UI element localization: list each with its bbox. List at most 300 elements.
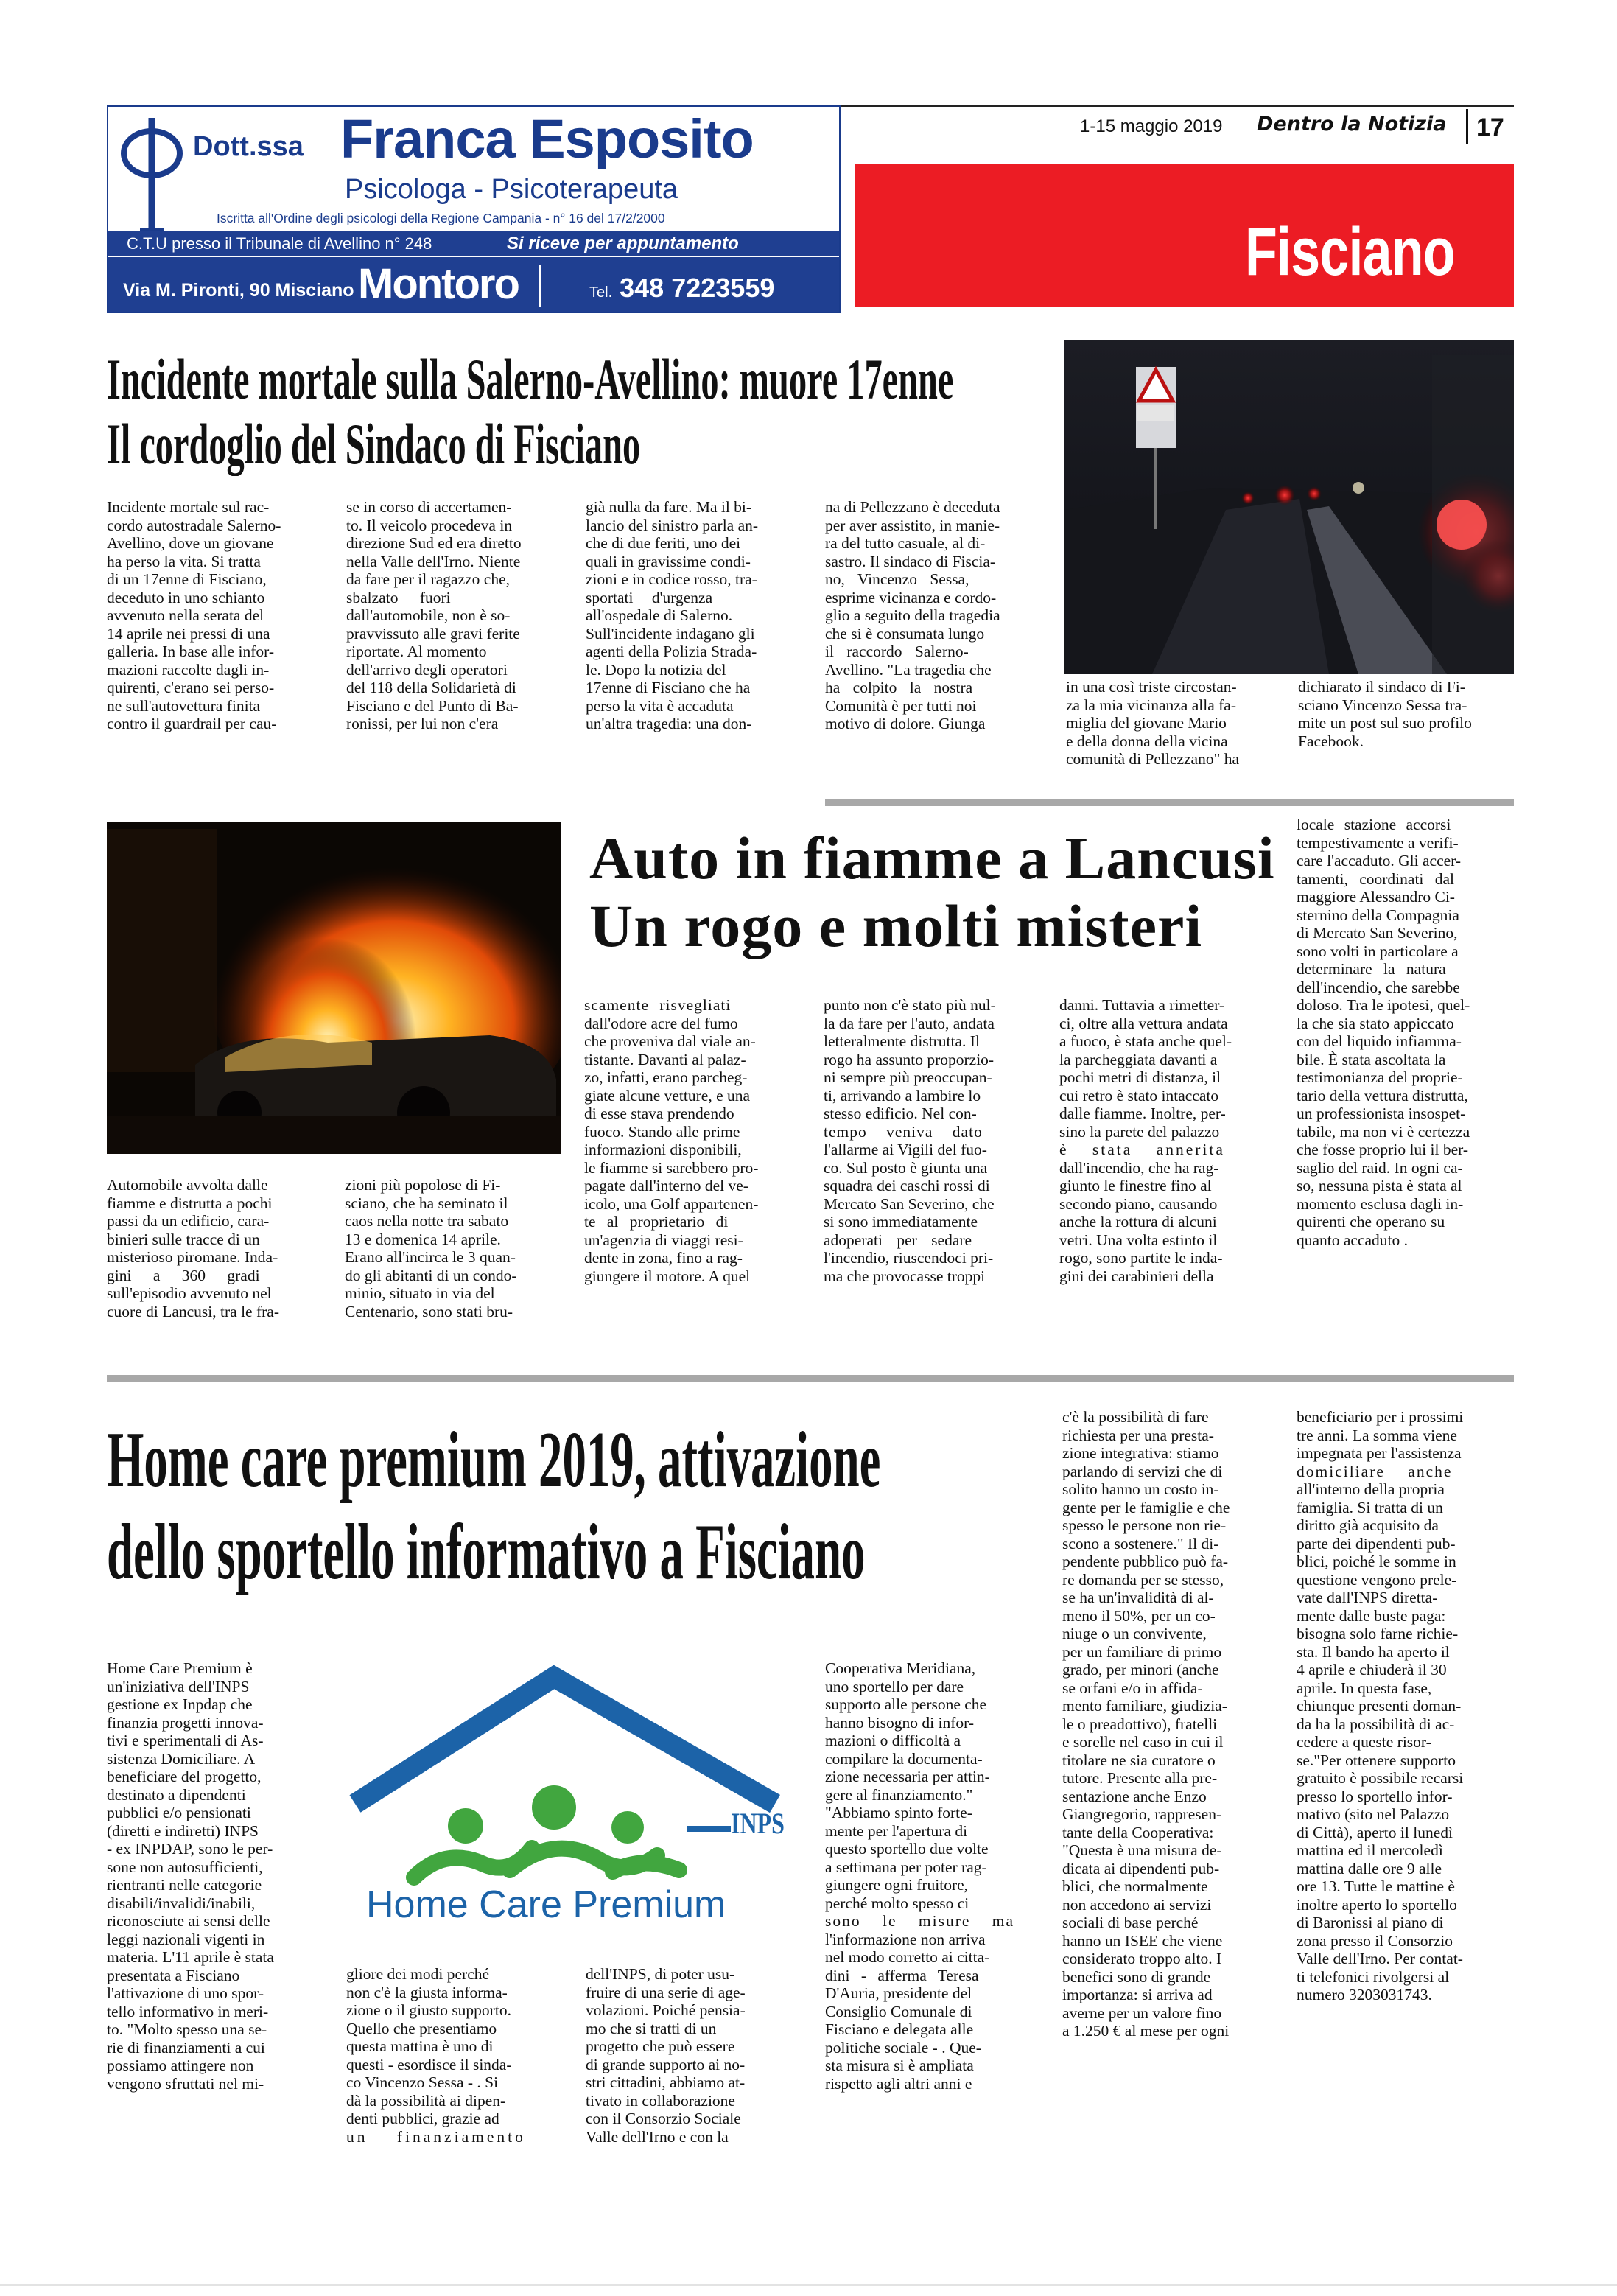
text-line: gestione ex Inpdap che [107,1695,253,1713]
text-line: importanza: si arriva ad [1062,1986,1213,2003]
text-line: to. Il veicolo procedeva in [346,516,513,534]
text-line: sentazione anche Enzo [1062,1787,1207,1805]
text-line: tivi e sperimentali di As- [107,1732,264,1749]
text-line: blici, che normalmente [1062,1877,1208,1895]
text-line: blici, poiché le somme in [1297,1553,1456,1570]
ad-register-note: Iscritta all'Ordine degli psicologi della Regione Campania - n° 16 del 17/2/2000 [217,211,665,225]
text-line: so, nessuna pista è stata al [1297,1177,1462,1194]
text-line: zioni più popolose di Fi- [345,1176,501,1194]
text-line: la che sia stato appiccato [1297,1014,1454,1032]
text-line: diritto già acquisito da [1297,1516,1439,1534]
text-line: 17enne di Fisciano che ha [586,679,751,696]
text-line: per aver assistito, in manie- [825,516,1000,534]
text-line: tre anni. La somma viene [1297,1426,1457,1444]
text-line: secondo piano, causando [1059,1194,1218,1213]
text-line: do gli abitanti di un condo- [345,1266,517,1284]
text-line: adoperati per sedare [824,1231,972,1249]
text-line: pravvissuto alle gravi ferite [346,624,520,643]
text-line: richiesta per una presta- [1062,1426,1214,1444]
text-line: passi da un edificio, cara- [107,1212,270,1230]
text-line: tello informativo in meri- [107,2002,269,2020]
text-line: stesso edificio. Nel con- [824,1105,977,1122]
text-line: ha colpito la nostra [825,679,973,696]
ad-profession: Psicologa - Psicoterapeuta [345,174,678,205]
text-line: giungere ogni fruitore, [825,1876,969,1894]
text-line: di Mercato San Severino, [1297,924,1458,942]
text-line: direzione Sud ed era diretto [346,534,522,552]
text-line: con il Consorzio Sociale [586,2110,741,2127]
text-line: zo, infatti, erano parcheg- [584,1068,748,1086]
text-line: denti pubblici, grazie ad [346,2110,499,2127]
ad-title-prefix: Dott.ssa [193,131,304,162]
text-line: mativo (sito nel Palazzo [1297,1805,1450,1823]
ad-divider [108,256,839,257]
text-line: glio a seguito della tragedia [825,606,1000,624]
text-line: co Vincenzo Sessa - . Si [346,2073,499,2091]
psi-logo-icon [118,111,186,236]
text-line: Consiglio Comunale di [825,2002,972,2020]
text-line: pendente pubblico può fa- [1062,1553,1229,1570]
ad-vertical-divider [539,265,541,307]
text-line: miglia del giovane Mario [1066,714,1227,732]
text-line: quirenti, c'erano sei perso- [107,679,275,696]
text-line: progetto che può essere [586,2037,735,2055]
text-line: che di due feriti, uno dei [586,534,741,552]
text-line: squadra dei caschi rossi di [824,1177,990,1194]
text-line: ha perso la vita. Si tratta [107,552,261,570]
text-line: maggiore Alessandro Ci- [1297,888,1455,906]
text-line: e sorelle nel caso in cui il [1062,1733,1224,1751]
text-line: niuge o un convivente, [1062,1625,1207,1642]
ad-tel-number: 348 7223559 [620,273,775,303]
text-line: lancio del sinistro parla an- [586,516,759,534]
text-line: che fosse proprio lui il ber- [1297,1141,1469,1158]
text-line: parlando di servizi che di [1062,1462,1223,1480]
text-line: famiglia. Si tratta di un [1297,1498,1443,1516]
text-line: supporto alle persone che [825,1695,987,1713]
text-line: ni sempre più preoccupan- [824,1068,992,1086]
text-line: nella Valle dell'Irno. Niente [346,552,521,570]
text-line: gini dei carabinieri della [1059,1267,1214,1285]
article1-column5 [1066,678,1281,769]
text-line: grado, per minori (anche [1062,1661,1219,1679]
text-line: disabili/invalidi/inabili, [107,1894,256,1912]
text-line: tistante. Davanti al palaz- [584,1050,746,1068]
text-line: binieri sulle tracce di un [107,1230,260,1248]
text-line: un'iniziativa dell'INPS [107,1677,250,1695]
text-line: il raccordo Salerno- [825,643,969,660]
ad-ctu-note: C.T.U presso il Tribunale di Avellino n° 248 [127,234,432,253]
text-line: per un familiare di primo [1062,1642,1222,1661]
text-line: no, Vincenzo Sessa, [825,570,969,588]
article2-headline-line1: Auto in fiamme a Lancusi [589,825,1275,892]
text-line: letteralmente distrutta. Il [824,1032,980,1050]
text-line: Valle dell'Irno. Per contat- [1297,1950,1463,1967]
text-line: tivato in collaborazione [586,2091,735,2110]
text-line: Quello che presentiamo [346,2019,497,2037]
text-line: rie di finanziamenti a cui [107,2038,265,2057]
text-line: sull'episodio avvenuto nel [107,1284,272,1302]
text-line: pubblici e/o pensionati [107,1804,251,1821]
article1-column4 [825,498,1059,733]
text-line: esprime vicinanza e cordo- [825,588,997,606]
text-line: punto non c'è stato più nul- [824,996,996,1014]
text-line: politiche sociale - . Que- [825,2038,981,2057]
text-line: sciano, che ha seminato il [345,1194,508,1212]
text-line: stri cittadini, abbiamo at- [586,2073,746,2091]
text-line: sono volti in particolare a [1297,942,1459,960]
text-line: all'interno della propria [1297,1480,1445,1498]
article3-column6 [1297,1408,1514,2004]
article3-column3 [586,1965,804,2146]
text-line: dall'odore acre del fumo [584,1014,738,1032]
text-line: da fare per il ragazzo che, [346,570,511,588]
text-line: - ex INPDAP, sono le per- [107,1840,273,1858]
article3-headline-line1: Home care premium 2019, attivazione [107,1416,881,1504]
text-line: mo che si tratti di un [586,2019,717,2037]
text-line: comunità di Pellezzano" ha [1066,750,1240,768]
text-line: sta. Il bando ha aperto il [1297,1642,1450,1661]
text-line: momento esclusa dagli in- [1297,1194,1464,1213]
text-line: un'altra tragedia: una don- [586,715,752,732]
text-line: ti, arrivando a lambire lo [824,1086,981,1105]
text-line: compilare la documenta- [825,1749,983,1768]
article3-headline-line2: dello sportello informativo a Fisciano [107,1508,866,1596]
text-line: minio, situato in via del [345,1284,495,1302]
text-line: testimonianza del proprie- [1297,1068,1463,1086]
text-line: te al proprietario di [584,1213,729,1231]
text-line: saglio del raid. In ogni ca- [1297,1158,1463,1177]
text-line: la parcheggiata davanti a [1059,1050,1218,1068]
text-line: Sull'incidente indagano gli [586,624,755,643]
article3-column1 [107,1659,325,2093]
text-line: questi - esordisce il sinda- [346,2055,512,2073]
ad-doctor-name: Franca Esposito [340,108,754,169]
text-line: materia. L'11 aprile è stata [107,1948,274,1966]
text-line: con del liquido infiamma- [1297,1032,1462,1050]
text-line: sportati d'urgenza [586,588,713,606]
text-line: 13 e domenica 14 aprile. [345,1230,501,1248]
text-line: Centenario, sono stati bru- [345,1302,513,1320]
text-line: beneficiario per i prossimi [1297,1408,1464,1426]
text-line: titolare ne sia curatore o [1062,1751,1216,1769]
text-line: dalle fiamme. Inoltre, per- [1059,1105,1226,1122]
text-line: Avellino. "La tragedia che [825,660,992,679]
text-line: zioni e in codice rosso, tra- [586,570,757,588]
text-line: questione vengono prele- [1297,1570,1457,1589]
text-line: uno sportello per dare [825,1677,964,1695]
text-line: care l'accaduto. Gli accer- [1297,852,1462,869]
text-line: icolo, una Golf appartenen- [584,1194,759,1213]
text-line: di Città), aperto il lunedì [1297,1823,1453,1841]
text-line: agenti della Polizia Strada- [586,643,757,660]
article3-column5 [1062,1408,1280,2040]
text-line: galleria. In base alle infor- [107,643,274,660]
text-line: Erano all'incirca le 3 quan- [345,1248,516,1266]
text-line: tempestivamente a verifi- [1297,833,1459,852]
article3-column4 [825,1659,1043,2093]
text-line: mazioni o difficoltà a [825,1732,961,1749]
text-line: mente per l'apertura di [825,1821,968,1840]
text-line: mattina dalle ore 9 alle [1297,1859,1442,1877]
text-line: un finanziamento [346,2127,526,2146]
ad-address: Via M. Pironti, 90 Misciano [123,280,354,301]
text-line: finanzia progetti innova- [107,1713,264,1732]
text-line: zione integrativa: stiamo [1062,1444,1219,1462]
text-line: questa mattina è uno di [346,2037,494,2055]
text-line: dell'incendio, che sarebbe [1297,978,1460,996]
text-line: presentata a Fisciano [107,1966,240,1984]
text-line: sastro. Il sindaco di Fiscia- [825,552,996,570]
text-line: mento familiare, giudizia- [1062,1697,1227,1715]
text-line: gratuito è possibile recarsi [1297,1769,1464,1787]
text-line: dà la possibilità ai dipen- [346,2091,506,2110]
text-line: tabile, ma non vi è certezza [1297,1122,1470,1141]
text-line: deceduto in uno schianto [107,588,265,606]
text-line: Mercato San Severino, che [824,1194,995,1213]
text-line: che proveniva dal viale an- [584,1032,756,1050]
text-line: motivo di dolore. Giunga [825,715,986,732]
text-line: dell'INPS, di poter usu- [586,1965,735,1983]
text-line: non c'è la giusta informa- [346,1983,508,2001]
text-line: numero 3203031743. [1297,1986,1432,2003]
text-line: a settimana per poter rag- [825,1858,987,1876]
text-line: l'informazione non arriva [825,1930,986,1948]
text-line: leggi nazionali vigenti in [107,1930,265,1948]
text-line: gini a 360 gradi [107,1266,260,1284]
text-line: fiamme e distrutta a pochi [107,1194,273,1212]
text-line: in una così triste circostan- [1066,678,1237,696]
text-line: rientranti nelle categorie [107,1876,262,1894]
text-line: sone non autosufficienti, [107,1858,263,1876]
text-line: caos nella notte tra sabato [345,1212,509,1230]
text-line: tamenti, coordinati dal [1297,869,1455,888]
text-line: rogo, sono partite le inda- [1059,1249,1223,1267]
text-line: Facebook. [1298,732,1364,750]
text-line: fruire di una serie di age- [586,1983,746,2001]
text-line: avvenuto nella serata del [107,606,264,624]
article2-headline-line2: Un rogo e molti misteri [589,892,1203,959]
text-line: zione necessaria per attin- [825,1768,990,1785]
text-line: dall'incendio, che ha rag- [1059,1158,1219,1177]
text-line: Automobile avvolta dalle [107,1176,268,1194]
text-line: questo sportello due volte [825,1840,989,1858]
text-line: ore 13. Tutte le mattine è [1297,1877,1455,1895]
article2-column6 [1297,816,1514,1249]
text-line: del 118 della Solidarietà di [346,679,516,696]
section-divider [825,799,1514,806]
text-line: scono a sostenere." Il di- [1062,1534,1219,1553]
text-line: l'attivazione di uno spor- [107,1984,264,2002]
text-line: se."Per ottenere supporto [1297,1751,1456,1769]
header-separator [1466,109,1468,144]
text-line: vengono sfruttati nel mi- [107,2074,264,2093]
text-line: dichiarato il sindaco di Fi- [1298,678,1465,696]
text-line: rogo ha assunto proporzio- [824,1050,995,1068]
text-line: gere al finanziamento." [825,1785,973,1804]
text-line: Avellino, dove un giovane [107,534,274,552]
text-line: sono le misure ma [825,1912,1015,1930]
article2-column4 [824,996,1043,1285]
text-line: quanto accaduto . [1297,1231,1409,1249]
text-line: un'agenzia di viaggi resi- [584,1231,743,1249]
text-line: perché molto spesso ci [825,1894,969,1912]
section-divider [107,1375,1514,1382]
text-line: dente in zona, fino a rag- [584,1249,743,1267]
text-line: zione o il giusto supporto. [346,2001,511,2019]
text-line: ne sull'autovettura finita [107,696,261,715]
text-line: a 1.250 € al mese per ogni [1062,2022,1230,2040]
text-line: co. Sul posto è giunta una [824,1158,988,1177]
text-line: giungere il motore. A quel [584,1267,751,1285]
text-line: se ha un'invalidità di al- [1062,1589,1214,1606]
text-line: già nulla da fare. Ma il bi- [586,498,752,516]
text-line: aprile. In questa fase, [1297,1679,1432,1697]
text-line: parte dei dipendenti pub- [1297,1534,1456,1553]
article1-column1 [107,498,343,733]
text-line: re domanda per se stesso, [1062,1570,1224,1589]
text-line: mite un post sul suo profilo [1298,714,1472,732]
text-line: "Questa è una misura de- [1062,1841,1222,1859]
text-line: tario della vettura distrutta, [1297,1086,1468,1105]
text-line: sino la parete del palazzo [1059,1122,1220,1141]
text-line: misterioso piromane. Inda- [107,1248,278,1266]
text-line: tutore. Presente alla pre- [1062,1769,1218,1787]
text-line: gliore dei modi perché [346,1965,490,1983]
text-line: cui retro è stato intaccato [1059,1086,1219,1105]
text-line: quirenti che operano su [1297,1213,1445,1231]
text-line: fuoco. Stando alle prime [584,1122,740,1141]
text-line: hanno un ISEE che viene [1062,1931,1223,1950]
ad-telephone [589,273,774,304]
text-line: volazioni. Poiché pensia- [586,2001,746,2019]
text-line: solito hanno un costo in- [1062,1480,1219,1498]
logo-text: Home Care Premium [366,1883,726,1926]
text-line: mazioni raccolte dagli in- [107,660,270,679]
text-line: Incidente mortale sul rac- [107,498,270,516]
page-number: 17 [1476,113,1504,141]
text-line: ci, oltre alla vettura andata [1059,1014,1228,1032]
article1-column6 [1298,678,1514,750]
text-line: domiciliare anche [1297,1462,1453,1480]
text-line: ra del tutto casuale, al di- [825,534,986,552]
text-line: bisogna solo farne richie- [1297,1625,1459,1642]
text-line: gente per le famiglie e che [1062,1498,1230,1516]
text-line: possiamo attingere non [107,2057,254,2074]
text-line: cordo autostradale Salerno- [107,516,281,534]
newspaper-name: Dentro la Notizia [1257,113,1447,136]
text-line: (diretti e indiretti) INPS [107,1821,259,1840]
text-line: riportate. Al momento [346,643,487,660]
text-line: di grande supporto ai no- [586,2055,746,2073]
text-line: sociali di base perché [1062,1914,1199,1931]
text-line: sistenza Domiciliare. A [107,1749,256,1768]
text-line: le o preadottivo), fratelli [1062,1715,1218,1733]
text-line: 14 aprile nei pressi di una [107,624,270,643]
text-line: c'è la possibilità di fare [1062,1408,1209,1426]
text-line: sta misura si è ampliata [825,2057,974,2074]
text-line: dicata ai dipendenti pub- [1062,1859,1220,1877]
text-line: sbalzato fuori [346,588,451,606]
text-line: danni. Tuttavia a rimetter- [1059,996,1225,1014]
text-line: di Baronissi al piano di [1297,1914,1444,1931]
text-line: e della donna della vicina [1066,732,1228,750]
text-line: Fisciano e del Punto di Ba- [346,696,519,715]
article2-column2 [345,1176,564,1320]
text-line: ronissi, per lui non c'era [346,715,499,732]
article1-column2 [346,498,582,733]
text-line: zona presso il Consorzio [1297,1931,1453,1950]
highway-accident-photo [1064,340,1514,674]
article2-column3 [584,996,802,1285]
text-line: considerato troppo alto. I [1062,1950,1222,1967]
text-line: giate alcune vetture, e una [584,1086,751,1105]
article1-headline-line2: Il cordoglio del Sindaco di Fisciano [107,412,641,476]
article2-column5 [1059,996,1279,1285]
text-line: Cooperativa Meridiana, [825,1659,976,1677]
text-line: anche la rottura di alcuni [1059,1213,1217,1231]
ad-appointment-note: Si riceve per appuntamento [507,234,739,253]
text-line: determinare la natura [1297,960,1446,978]
text-line: la da fare per l'auto, andata [824,1014,995,1032]
text-line: averne per un valore fino [1062,2003,1222,2022]
text-line: Fisciano e delegata alle [825,2020,974,2038]
text-line: beneficiare del progetto, [107,1768,262,1785]
text-line: tante della Cooperativa: [1062,1823,1214,1841]
text-line: sciano Vincenzo Sessa tra- [1298,696,1467,714]
article1-headline-line1: Incidente mortale sulla Salerno-Avellino: muore 17enne [107,347,954,411]
inps-mark: INPS [731,1807,785,1840]
text-line: giunto le finestre fino al [1059,1177,1212,1194]
article3-column2 [346,1965,564,2146]
home-care-premium-logo [333,1656,822,1936]
text-line: ma che provocasse troppi [824,1267,986,1285]
text-line: vetri. Una volta estinto il [1059,1231,1218,1249]
text-line: è stata annerita [1059,1141,1225,1158]
ad-tel-label: Tel. [589,284,613,301]
text-line: a fuoco, è stata anche quel- [1059,1032,1232,1050]
text-line: informazioni disponibili, [584,1141,742,1158]
text-line: di un 17enne di Fisciano, [107,570,267,588]
text-line: to. "Molto spesso una se- [107,2020,267,2038]
text-line: nel modo corretto ai citta- [825,1948,990,1966]
text-line: hanno bisogno di infor- [825,1713,975,1732]
text-line: inoltre aperto lo sportello [1297,1895,1457,1914]
text-line: za la mia vicinanza alla fa- [1066,696,1236,714]
text-line: 4 aprile e chiuderà il 30 [1297,1661,1447,1679]
text-line: che si è consumata lungo [825,624,985,643]
text-line: si sono immediatamente [824,1213,978,1231]
car-fire-photo [107,822,561,1154]
text-line: Home Care Premium è [107,1659,253,1677]
text-line: l'allarme ai Vigili del fuo- [824,1141,987,1158]
text-line: D'Auria, presidente del [825,1984,972,2002]
text-line: meno il 50%, per un co- [1062,1606,1216,1625]
text-line: riconosciute ai sensi delle [107,1912,270,1930]
text-line: da ha la possibilità di ac- [1297,1715,1455,1733]
text-line: Giangregorio, rappresen- [1062,1805,1222,1823]
text-line: mente dalle buste paga: [1297,1606,1446,1625]
text-line: tempo veniva dato [824,1122,983,1141]
text-line: contro il guardrail per cau- [107,715,277,732]
issue-date: 1-15 maggio 2019 [1080,116,1223,136]
text-line: destinato a dipendenti [107,1785,246,1804]
text-line: cuore di Lancusi, tra le fra- [107,1302,279,1320]
text-line: na di Pellezzano è deceduta [825,498,1000,516]
text-line: l'incendio, riuscendoci pri- [824,1249,994,1267]
article1-column3 [586,498,821,733]
text-line: un professionista insospet- [1297,1105,1466,1122]
